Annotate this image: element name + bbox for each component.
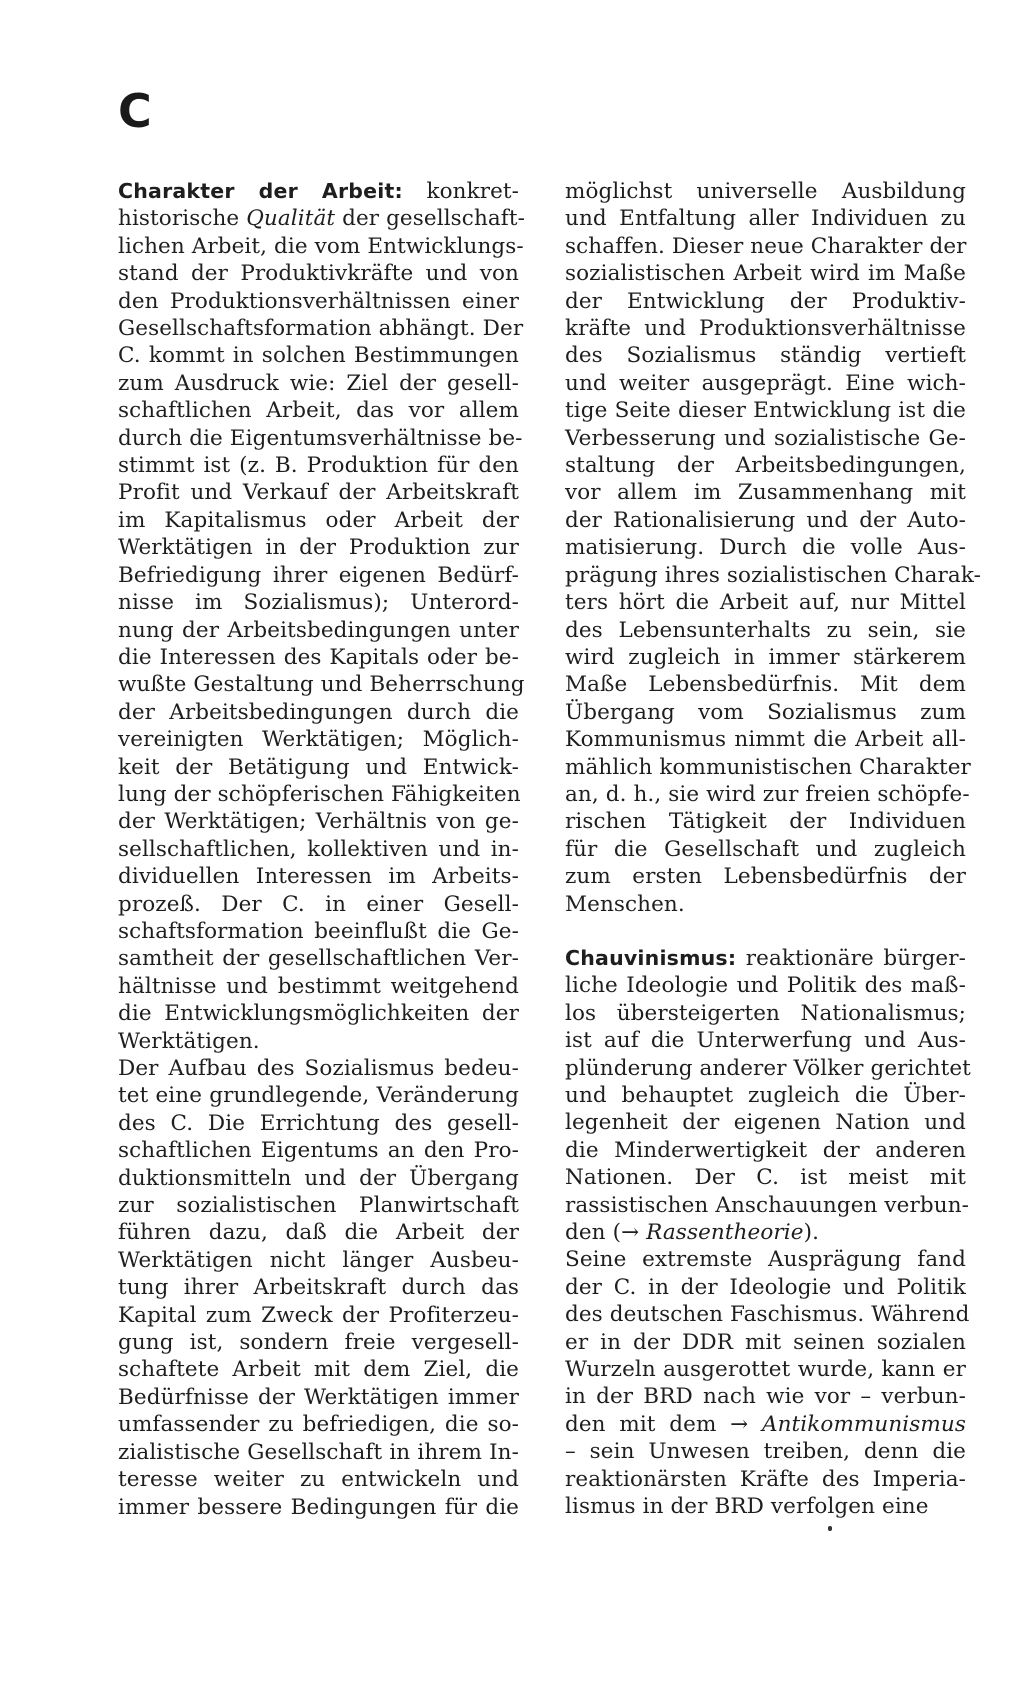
text-run: liche Ideologie und Politik des maß-	[565, 973, 966, 999]
text-run: reaktionäre bürger-	[745, 945, 966, 971]
text-run: den (	[565, 1220, 622, 1246]
text-run: stimmt ist (z. B. Produktion für den	[118, 453, 519, 479]
text-run: prägung ihres sozialistischen Charak-	[565, 562, 981, 588]
text-run: Nationen. Der C. ist meist mit	[565, 1165, 966, 1191]
text-run: Maße Lebensbedürfnis. Mit dem	[565, 672, 966, 698]
text-line	[118, 726, 519, 753]
text-run: die Interessen des Kapitals oder be-	[118, 644, 519, 670]
section-letter: C	[118, 84, 152, 138]
text-line	[565, 288, 966, 315]
text-run: sellschaftlichen, kollektiven und in-	[118, 836, 519, 862]
text-line	[118, 1000, 519, 1027]
text-line	[565, 452, 966, 479]
text-run: Kommunismus nimmt die Arbeit all-	[565, 727, 966, 753]
text-line	[118, 918, 519, 945]
text-line	[118, 315, 524, 342]
text-line	[565, 370, 966, 397]
text-run: den mit dem	[565, 1411, 731, 1437]
entry-headword: Charakter der Arbeit:	[118, 179, 403, 203]
text-line	[118, 233, 524, 260]
text-line	[565, 863, 966, 890]
text-run: gung ist, sondern freie vergesell-	[118, 1330, 519, 1356]
text-line	[565, 1192, 970, 1219]
text-line	[565, 315, 966, 342]
text-line	[118, 260, 519, 287]
text-line	[118, 1274, 519, 1301]
text-line	[118, 1082, 519, 1109]
text-run: des deutschen Faschismus. Während	[565, 1302, 970, 1328]
text-line	[565, 425, 966, 452]
text-run: tet eine grundlegende, Veränderung	[118, 1083, 519, 1109]
cross-reference: Qualität	[246, 206, 336, 232]
text-line	[565, 1329, 966, 1356]
text-run: Verbesserung und sozialistische Ge-	[565, 425, 966, 451]
text-run: und behauptet zugleich die Über-	[565, 1083, 966, 1108]
text-line	[565, 891, 966, 918]
text-line	[118, 1384, 519, 1411]
entry-gap	[565, 918, 966, 945]
print-speck	[828, 1526, 832, 1531]
text-line	[118, 1110, 519, 1137]
text-run: mählich kommunistischen Charakter	[565, 754, 971, 780]
text-run: der Entwicklung der Produktiv-	[565, 288, 966, 314]
text-line	[118, 1192, 519, 1219]
text-run: lismus in der BRD verfolgen eine	[565, 1494, 929, 1520]
text-run: staltung der Arbeitsbedingungen,	[565, 453, 966, 479]
text-run: hältnisse und bestimmt weitgehend	[118, 973, 519, 999]
text-line	[565, 836, 966, 863]
text-line	[565, 1274, 966, 1301]
text-line	[118, 534, 519, 561]
text-run: und weiter ausgeprägt. Eine wich-	[565, 370, 966, 396]
text-run: im Kapitalismus oder Arbeit der	[118, 507, 519, 533]
text-run: stand der Produktivkräfte und von	[118, 261, 519, 287]
text-run: ).	[803, 1220, 820, 1246]
text-run: prozeß. Der C. in einer Gesell-	[118, 891, 519, 917]
text-line	[118, 1411, 519, 1438]
text-run: teresse weiter zu entwickeln und	[118, 1467, 519, 1493]
text-run: Werktätigen nicht länger Ausbeu-	[118, 1247, 519, 1273]
text-line	[118, 1439, 519, 1466]
text-run: schaffen. Dieser neue Charakter der	[565, 233, 967, 259]
text-line	[565, 205, 966, 232]
text-line	[118, 425, 523, 452]
text-line	[565, 1438, 966, 1465]
text-line	[565, 1383, 966, 1410]
text-line	[565, 342, 966, 369]
left-column	[118, 178, 525, 1521]
text-run: des Lebensunterhalts zu sein, sie	[565, 617, 966, 643]
text-line	[565, 562, 981, 589]
text-run: zur sozialistischen Planwirtschaft	[118, 1193, 519, 1219]
text-line	[565, 671, 966, 698]
text-line	[118, 1137, 519, 1164]
text-run: Werktätigen.	[118, 1028, 260, 1054]
text-line	[565, 1109, 966, 1136]
text-line	[565, 1411, 966, 1438]
text-line	[118, 452, 519, 479]
text-line	[565, 1493, 966, 1520]
text-line	[118, 891, 519, 918]
text-run: legenheit der eigenen Nation und	[565, 1110, 966, 1136]
text-run: der Rationalisierung und der Auto-	[565, 507, 966, 533]
text-run: dividuellen Interessen im Arbeits-	[118, 864, 519, 890]
text-line	[118, 342, 519, 369]
text-run: umfassender zu befriedigen, die so-	[118, 1412, 519, 1438]
text-run: nisse im Sozialismus); Unterord-	[118, 590, 519, 616]
text-run: an, d. h., sie wird zur freien schöpfe-	[565, 781, 970, 807]
text-run: schaftete Arbeit mit dem Ziel, die	[118, 1357, 519, 1383]
text-line	[565, 1000, 966, 1027]
text-line	[118, 617, 519, 644]
text-run: Wurzeln ausgerottet wurde, kann er	[565, 1357, 966, 1383]
text-run: schaftlichen Arbeit, das vor allem	[118, 398, 519, 424]
text-line	[118, 1302, 519, 1329]
text-line	[118, 1055, 519, 1082]
text-line	[565, 945, 966, 972]
text-line	[565, 1301, 970, 1328]
text-run: matisierung. Durch die volle Aus-	[565, 535, 966, 561]
text-run: den Produktionsverhältnissen einer	[118, 288, 519, 314]
text-run: der gesellschaft-	[335, 206, 525, 232]
text-run: ters hört die Arbeit auf, nur Mittel	[565, 590, 966, 616]
text-line	[118, 1165, 519, 1192]
text-run: Seine extremste Ausprägung fand	[565, 1247, 966, 1273]
text-line	[565, 1055, 971, 1082]
text-run: samtheit der gesellschaftlichen Ver-	[118, 946, 519, 972]
text-run: durch die Eigentumsverhältnisse be-	[118, 425, 523, 451]
text-run: reaktionärsten Kräfte des Imperia-	[565, 1466, 966, 1492]
text-line	[118, 754, 519, 781]
text-line	[565, 726, 966, 753]
text-run: lichen Arbeit, die vom Entwicklungs-	[118, 233, 524, 259]
text-run: für die Gesellschaft und zugleich	[565, 836, 966, 862]
entry-headword: Chauvinismus:	[565, 945, 737, 970]
text-run: die Minderwertigkeit der anderen	[565, 1137, 966, 1163]
text-line	[118, 1466, 519, 1493]
text-line	[118, 1219, 519, 1246]
text-line	[565, 479, 966, 506]
text-line	[565, 1027, 966, 1054]
text-run: die Entwicklungsmöglichkeiten der	[118, 1001, 519, 1027]
text-run: keit der Betätigung und Entwick-	[118, 754, 519, 780]
text-run: duktionsmitteln und der Übergang	[118, 1165, 519, 1191]
text-line	[565, 1466, 966, 1493]
text-line	[118, 562, 519, 589]
text-line	[118, 863, 519, 890]
text-run: zum ersten Lebensbedürfnis der	[565, 864, 966, 890]
text-run: konkret-	[426, 179, 520, 204]
text-run: los übersteigerten Nationalismus;	[565, 1000, 966, 1026]
text-line	[565, 534, 966, 561]
text-line	[565, 178, 966, 205]
text-run: möglichst universelle Ausbildung	[565, 179, 966, 204]
text-run: der Werktätigen; Verhältnis von ge-	[118, 809, 519, 835]
text-line	[118, 671, 525, 698]
text-run: sozialistischen Arbeit wird im Maße	[565, 261, 966, 287]
text-line	[565, 617, 966, 644]
text-line	[118, 1329, 519, 1356]
text-run: Übergang vom Sozialismus zum	[565, 699, 966, 725]
text-run: kräfte und Produktionsverhältnisse	[565, 316, 966, 342]
text-line	[118, 479, 519, 506]
text-run: Werktätigen in der Produktion zur	[118, 535, 519, 561]
text-line	[118, 288, 519, 315]
text-line	[118, 589, 519, 616]
text-run: historische	[118, 206, 247, 232]
right-column	[565, 178, 981, 1521]
text-run: schaftlichen Eigentums an den Pro-	[118, 1138, 519, 1164]
cross-reference: → Antikommunismus	[730, 1411, 966, 1437]
text-run: rassistischen Anschauungen verbun-	[565, 1192, 970, 1218]
text-run: C. kommt in solchen Bestimmungen	[118, 343, 519, 369]
text-run: und Entfaltung aller Individuen zu	[565, 206, 966, 232]
text-line	[565, 644, 966, 671]
text-run: immer bessere Bedingungen für die	[118, 1494, 519, 1520]
text-run: des Sozialismus ständig vertieft	[565, 343, 966, 369]
text-run: in der BRD nach wie vor – verbun-	[565, 1384, 966, 1410]
text-run: vor allem im Zusammenhang mit	[565, 480, 966, 506]
text-run: lung der schöpferischen Fähigkeiten	[118, 781, 521, 807]
text-run: des C. Die Errichtung des gesell-	[118, 1110, 519, 1136]
text-run: zum Ausdruck wie: Ziel der gesell-	[118, 370, 519, 396]
text-line	[565, 1164, 966, 1191]
text-run: schaftsformation beeinflußt die Ge-	[118, 918, 519, 944]
text-line	[118, 205, 525, 232]
text-line	[118, 1356, 519, 1383]
text-line	[565, 589, 966, 616]
text-run: Gesellschaftsformation abhängt. Der	[118, 316, 524, 342]
text-line	[565, 808, 966, 835]
text-line	[118, 699, 519, 726]
text-run: führen dazu, daß die Arbeit der	[118, 1220, 519, 1246]
text-run: ist auf die Unterwerfung und Aus-	[565, 1028, 966, 1054]
text-line	[565, 260, 966, 287]
text-run: Kapital zum Zweck der Profiterzeu-	[118, 1302, 519, 1328]
text-line	[118, 507, 519, 534]
text-line	[118, 1247, 519, 1274]
text-line	[565, 699, 966, 726]
text-line	[118, 781, 519, 808]
text-run: zialistische Gesellschaft in ihrem In-	[118, 1439, 519, 1465]
text-line	[565, 397, 966, 424]
text-line	[565, 754, 971, 781]
text-line	[118, 644, 519, 671]
text-run: rischen Tätigkeit der Individuen	[565, 809, 966, 835]
text-run: nung der Arbeitsbedingungen unter	[118, 617, 519, 643]
text-run: plünderung anderer Völker gerichtet	[565, 1055, 971, 1081]
text-run: vereinigten Werktätigen; Möglich-	[118, 727, 519, 753]
text-line	[565, 1219, 966, 1246]
text-run: tung ihrer Arbeitskraft durch das	[118, 1275, 519, 1301]
text-run: Der Aufbau des Sozialismus bedeu-	[118, 1056, 519, 1081]
text-line	[118, 836, 519, 863]
text-line	[565, 233, 966, 260]
text-run: wußte Gestaltung und Beherrschung	[118, 672, 525, 698]
text-line	[118, 945, 519, 972]
text-line	[118, 397, 519, 424]
text-line	[118, 1494, 519, 1521]
text-run: der Arbeitsbedingungen durch die	[118, 699, 519, 725]
text-line	[565, 781, 970, 808]
text-run: – sein Unwesen treiben, denn die	[565, 1439, 966, 1465]
text-line	[118, 178, 519, 205]
text-run: er in der DDR mit seinen sozialen	[565, 1329, 966, 1355]
text-run: Bedürfnisse der Werktätigen immer	[118, 1384, 519, 1410]
text-line	[118, 370, 519, 397]
text-line	[565, 1137, 966, 1164]
text-run: Befriedigung ihrer eigenen Bedürf-	[118, 562, 519, 588]
text-run: tige Seite dieser Entwicklung ist die	[565, 398, 966, 424]
text-line	[118, 1028, 519, 1055]
text-run: Menschen.	[565, 891, 685, 917]
text-run: Profit und Verkauf der Arbeitskraft	[118, 480, 519, 506]
text-run: wird zugleich in immer stärkerem	[565, 644, 966, 670]
text-line	[565, 1082, 966, 1109]
text-line	[565, 1356, 966, 1383]
text-run: der C. in der Ideologie und Politik	[565, 1274, 966, 1300]
text-line	[118, 808, 519, 835]
text-line	[565, 507, 966, 534]
cross-reference: → Rassentheorie	[621, 1220, 804, 1246]
text-line	[565, 972, 966, 999]
text-line	[118, 973, 519, 1000]
text-line	[565, 1246, 966, 1273]
